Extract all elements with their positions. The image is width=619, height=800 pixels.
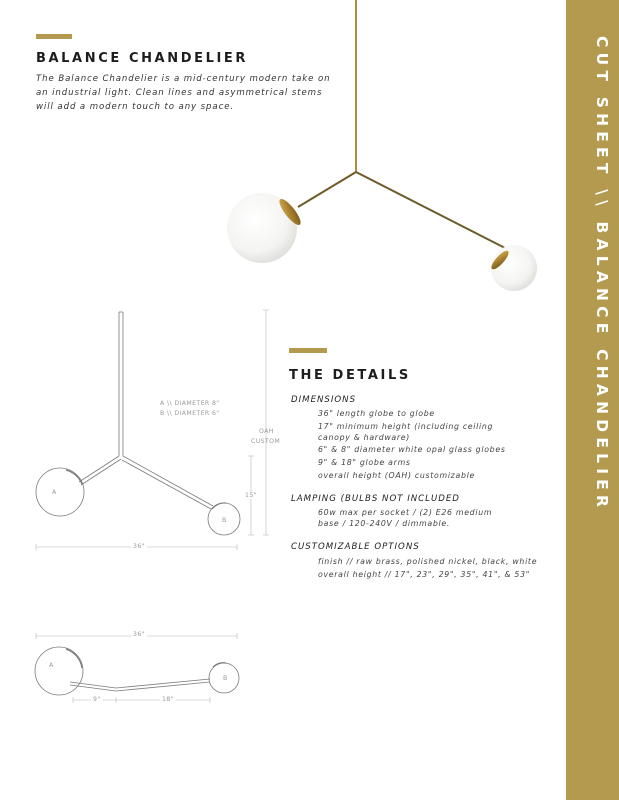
product-description: The Balance Chandelier is a mid-century modern take on an industrial light. Clean lines and asymmetrical stems will add a modern touch to any space.	[36, 74, 331, 112]
lamping-heading: LAMPING (BULBS NOT INCLUDED	[291, 494, 460, 504]
dimension-item: 9" & 18" globe arms	[318, 458, 411, 467]
arm-b-length-label: 18"	[162, 696, 174, 703]
dimension-item: 17" minimum height (including ceiling canopy & hardware)	[318, 422, 494, 442]
page-title: BALANCE CHANDELIER	[36, 51, 248, 66]
title-accent-bar	[36, 34, 72, 39]
dimension-item: 36" length globe to globe	[318, 409, 435, 418]
details-title: THE DETAILS	[289, 368, 411, 383]
lamping-item: 60w max per socket / (2) E26 medium base / 120-240V / dimmable.	[318, 508, 493, 528]
top-globe-b-label: B	[223, 675, 228, 682]
sidebar-title: CUT SHEET \\ BALANCE CHANDELIER	[593, 36, 611, 513]
dimension-item: 6" & 8" diameter white opal glass globes	[318, 445, 506, 454]
custom-label: CUSTOM	[251, 438, 281, 445]
legend-globe-a: A \\ DIAMETER 8"	[160, 400, 220, 407]
oah-label: OAH	[259, 428, 274, 435]
top-width-label: 36"	[133, 631, 145, 638]
width-dimension-label: 36"	[133, 543, 145, 550]
globe-b-label: B	[222, 517, 227, 524]
legend-globe-b: B \\ DIAMETER 6"	[160, 410, 220, 417]
dimension-item: overall height (OAH) customizable	[318, 471, 475, 480]
top-globe-a-label: A	[49, 662, 54, 669]
dimensions-heading: DIMENSIONS	[291, 395, 357, 405]
details-accent-bar	[289, 348, 327, 353]
globe-a-label: A	[52, 489, 57, 496]
options-heading: CUSTOMIZABLE OPTIONS	[291, 542, 420, 552]
arm-a-length-label: 9"	[93, 696, 101, 703]
option-item: overall height // 17", 23", 29", 35", 41", & 53"	[318, 570, 531, 579]
height-dimension-label: 15"	[245, 492, 257, 499]
option-item: finish // raw brass, polished nickel, black, white	[318, 557, 538, 566]
